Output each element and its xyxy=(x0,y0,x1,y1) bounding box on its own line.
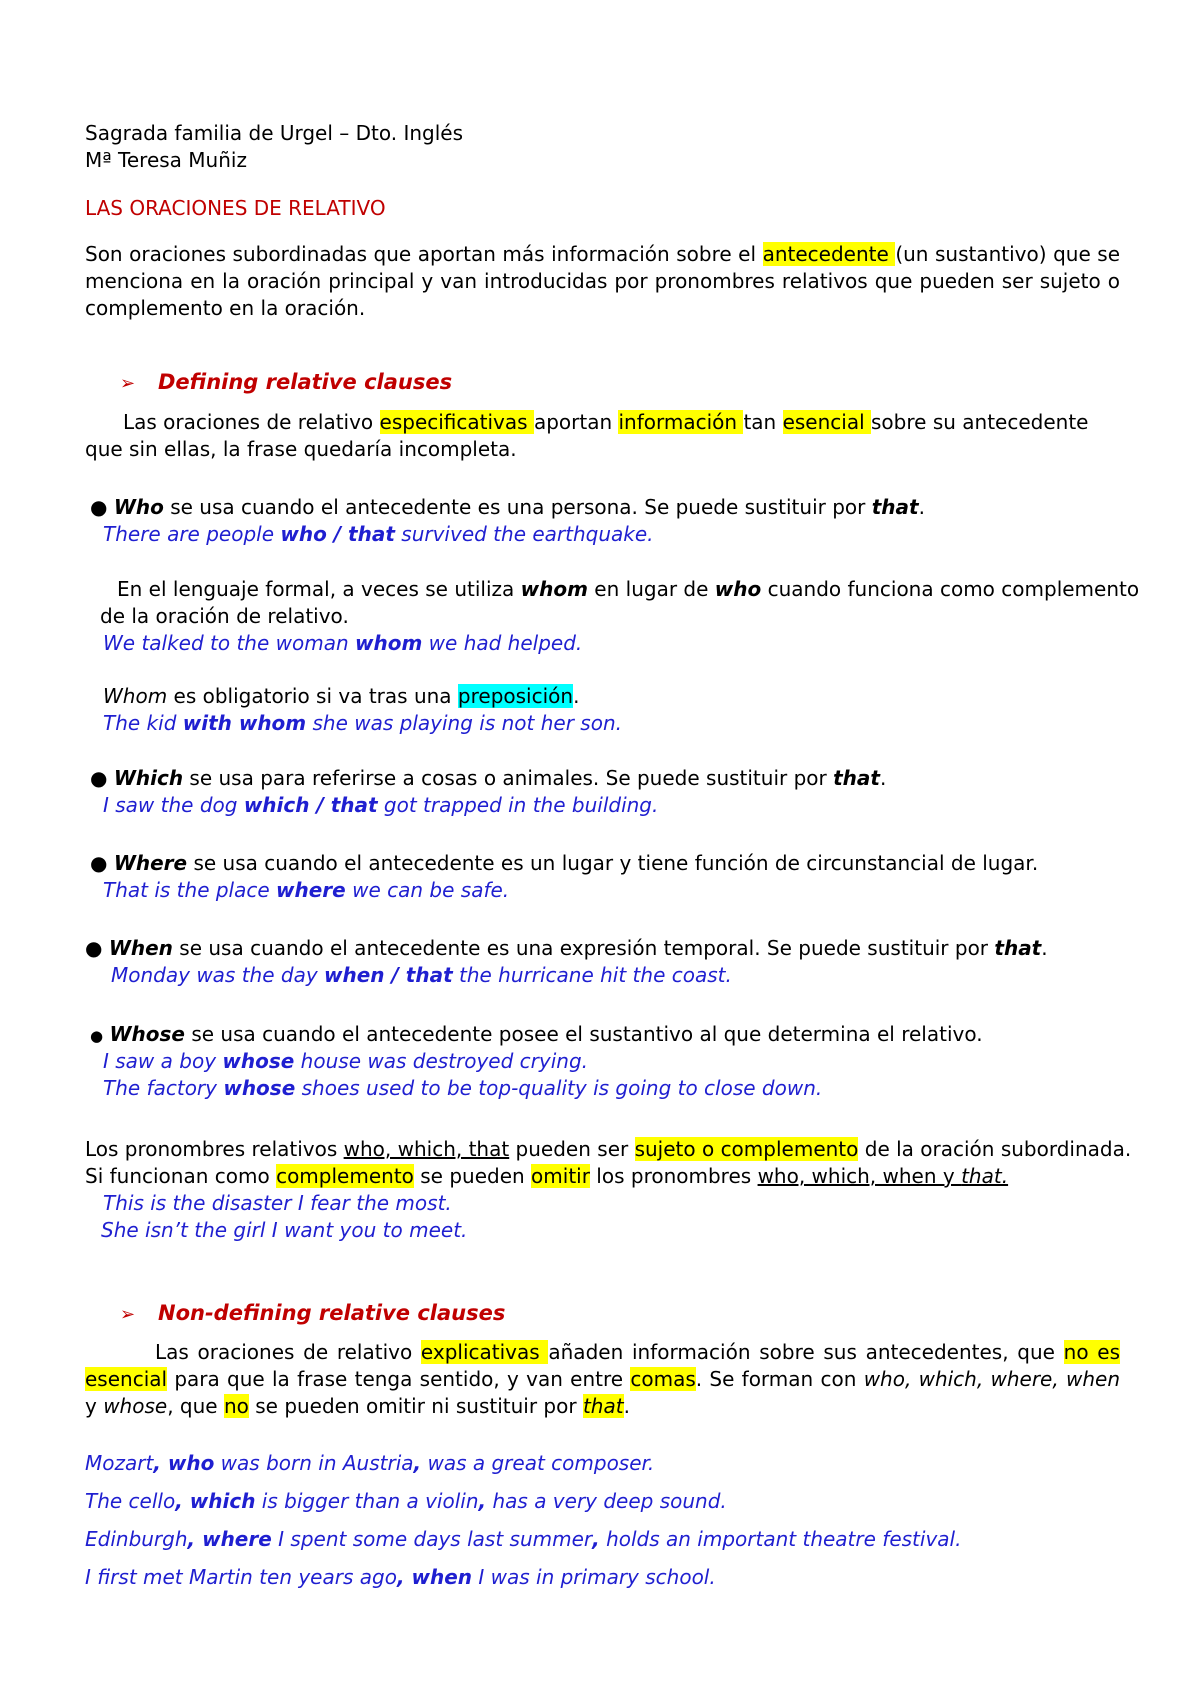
nondefining-example-4: I first met Martin ten years ago, when I was in primary school. xyxy=(85,1565,716,1589)
nondefining-example-2: The cello, which is bigger than a violin, has a very deep sound. xyxy=(85,1489,727,1513)
bullet-icon: ● xyxy=(90,495,108,519)
arrow-icon: ➢ xyxy=(120,373,136,394)
nondefining-heading: ➢ Non-defining relative clauses xyxy=(120,1300,505,1328)
bullet-icon: ● xyxy=(90,851,108,875)
which-example: I saw the dog which / that got trapped in the building. xyxy=(103,793,659,817)
where-example: That is the place where we can be safe. xyxy=(103,878,510,902)
nondefining-example-3: Edinburgh, where I spent some days last summer, holds an important theatre festival. xyxy=(85,1527,962,1551)
when-rule: ● When se usa cuando el antecedente es una expresión temporal. Se puede sustituir por that. xyxy=(85,936,1048,960)
school-line: Sagrada familia de Urgel – Dto. Inglés xyxy=(85,121,464,145)
whose-rule: ● Whose se usa cuando el antecedente posee el sustantivo al que determina el relativo. xyxy=(90,1022,983,1046)
omit-example-2: She isn’t the girl I want you to meet. xyxy=(101,1218,468,1242)
whom-rule: En el lenguaje formal, a veces se utiliza whom en lugar de who cuando funciona como complemento xyxy=(117,577,1140,601)
whom-example: We talked to the woman whom we had helped. xyxy=(103,631,583,655)
who-rule: ● Who se usa cuando el antecedente es una persona. Se puede sustituir por that. xyxy=(90,495,925,519)
author-line: Mª Teresa Muñiz xyxy=(85,148,247,172)
page-title: LAS ORACIONES DE RELATIVO xyxy=(85,196,386,220)
whose-example-2: The factory whose shoes used to be top-quality is going to close down. xyxy=(103,1076,823,1100)
whom-preposition-example: The kid with whom she was playing is not her son. xyxy=(103,711,622,735)
defining-heading: ➢ Defining relative clauses xyxy=(120,369,452,397)
bullet-icon: ● xyxy=(90,1027,104,1045)
whose-example-1: I saw a boy whose house was destroyed crying. xyxy=(103,1049,588,1073)
arrow-icon: ➢ xyxy=(120,1304,136,1325)
bullet-icon: ● xyxy=(90,766,108,790)
intro-paragraph: Son oraciones subordinadas que aportan más información sobre el antecedente (un sustantivo) que se menciona en la oración principal y van introducidas por pronombres relativos que pueden ser sujeto o complemento en la oración. xyxy=(85,242,1120,320)
when-example: Monday was the day when / that the hurricane hit the coast. xyxy=(111,963,732,987)
whom-rule-cont: de la oración de relativo. xyxy=(100,604,349,628)
omit-rule-1: Los pronombres relativos who, which, that pueden ser sujeto o complemento de la oración subordinada. xyxy=(85,1137,1132,1161)
whom-preposition-rule: Whom es obligatorio si va tras una preposición. xyxy=(103,684,580,708)
omit-rule-2: Si funcionan como complemento se pueden omitir los pronombres who, which, when y that. xyxy=(85,1164,1009,1188)
which-rule: ● Which se usa para referirse a cosas o animales. Se puede sustituir por that. xyxy=(90,766,887,790)
omit-example-1: This is the disaster I fear the most. xyxy=(103,1191,452,1215)
where-rule: ● Where se usa cuando el antecedente es un lugar y tiene función de circunstancial de lugar. xyxy=(90,851,1039,875)
defining-paragraph: Las oraciones de relativo especificativas aportan información tan esencial sobre su antecedente que sin ellas, la frase quedaría incompleta. xyxy=(85,410,1089,461)
nondefining-paragraph: Las oraciones de relativo explicativas añaden información sobre sus antecedentes, que no es esencial para que la frase tenga sentido, y van entre comas. Se forman con who, which, where, when y whose, que no se pueden omitir ni sustituir por that. xyxy=(85,1340,1120,1418)
bullet-icon: ● xyxy=(85,936,103,960)
who-example: There are people who / that survived the earthquake. xyxy=(103,522,654,546)
nondefining-example-1: Mozart, who was born in Austria, was a great composer. xyxy=(85,1451,655,1475)
